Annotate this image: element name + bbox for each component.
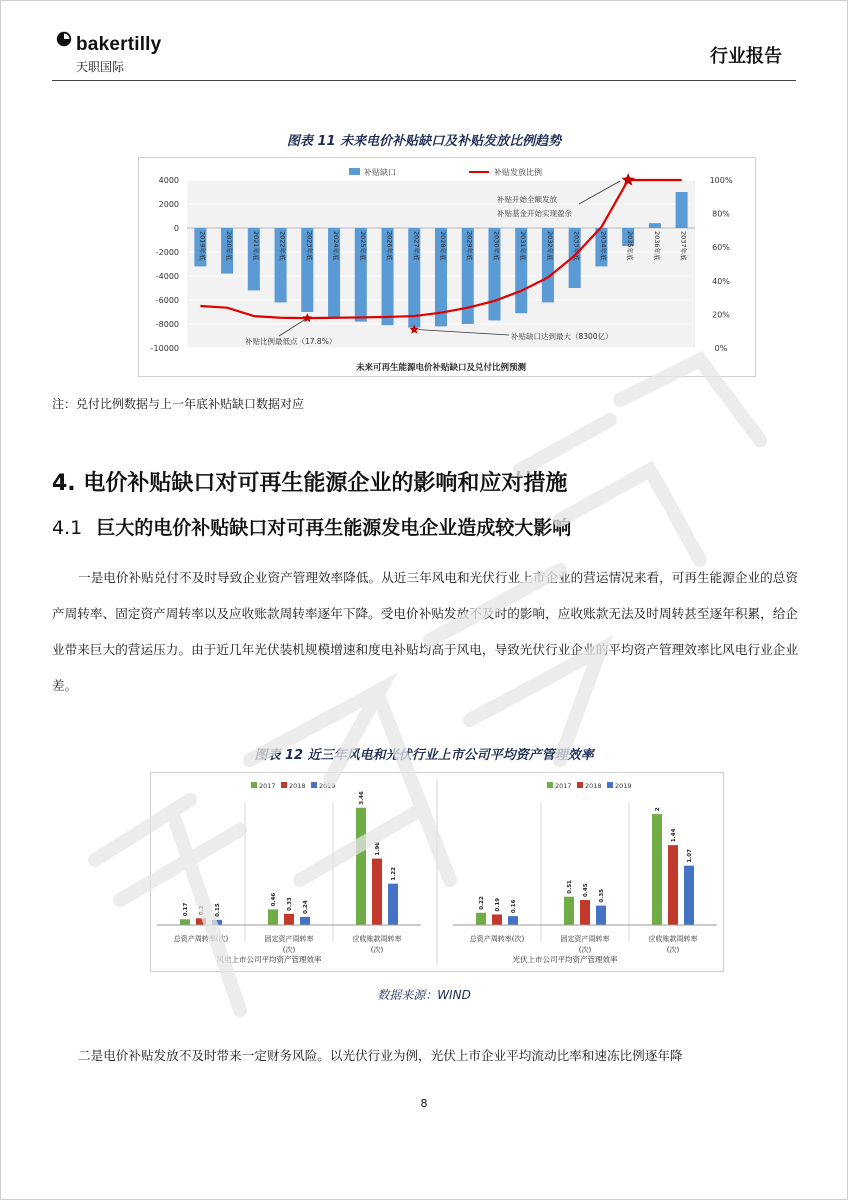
- figure-11-chart-frame: [138, 157, 756, 377]
- category-label: 2033年底: [572, 231, 581, 261]
- legend-label: 2019: [615, 782, 632, 790]
- bar-value-label: 0.35: [599, 889, 605, 903]
- efficiency-bar: [196, 918, 206, 925]
- left-tick-label: 4000: [158, 176, 179, 185]
- category-label-unit: (次): [370, 946, 384, 954]
- bar-value-label: 2: [655, 807, 661, 812]
- right-tick-label: 80%: [712, 209, 730, 219]
- legend-label: 2018: [289, 782, 306, 790]
- left-tick-label: 0: [173, 224, 179, 233]
- page-number: 8: [420, 1097, 428, 1110]
- left-tick-label: -10000: [150, 344, 179, 353]
- efficiency-bar: [284, 914, 294, 925]
- bar-value-label: 0.46: [271, 892, 277, 907]
- section-4-1-number: 4.1: [52, 517, 83, 539]
- category-label: 总资产周转率(次): [173, 935, 229, 943]
- left-tick-label: -2000: [155, 248, 179, 257]
- legend-swatch: [607, 782, 613, 788]
- efficiency-bar: [492, 914, 502, 925]
- efficiency-panel: [453, 782, 717, 964]
- efficiency-bar: [476, 913, 486, 925]
- section-4-1-title: 巨大的电价补贴缺口对可再生能源发电企业造成较大影响: [96, 517, 572, 539]
- left-tick-label: -6000: [155, 296, 179, 305]
- section-4-1-heading: [52, 513, 571, 540]
- bar-value-label: 0.22: [479, 896, 485, 910]
- bar-value-label: 1.22: [391, 867, 397, 881]
- annotation-surplus: 补贴基金开始实现盈余: [497, 209, 572, 218]
- annotation-max-gap: 补贴缺口达到最大（8300亿）: [511, 332, 613, 341]
- bar-value-label: 0.17: [183, 902, 189, 917]
- category-label: 2019年底: [198, 231, 207, 261]
- category-label: 2026年底: [385, 231, 394, 261]
- right-tick-label: 0%: [714, 344, 728, 353]
- category-label: 2027年底: [412, 231, 421, 261]
- right-tick-label: 20%: [712, 310, 730, 320]
- efficiency-bar: [564, 897, 574, 925]
- figure-12-title: 图表 12 近三年风电和光伏行业上市公司平均资产管理效率: [254, 748, 594, 763]
- bar-value-label: 1.07: [687, 849, 693, 863]
- right-tick-label: 60%: [712, 243, 730, 253]
- gap-bar: [676, 192, 688, 228]
- category-label: 2028年底: [439, 231, 447, 261]
- category-label-unit: (次): [578, 946, 592, 954]
- efficiency-bar: [388, 884, 398, 925]
- category-label: 2031年底: [519, 231, 528, 261]
- section-4-heading: 4. 电价补贴缺口对可再生能源企业的影响和应对措施: [52, 471, 568, 496]
- bar-value-label: 1.96: [375, 841, 381, 856]
- legend-bar-swatch: [349, 168, 360, 175]
- category-label: 2023年底: [305, 231, 314, 261]
- efficiency-bar: [596, 906, 606, 925]
- figure-11-chart: [139, 158, 755, 376]
- legend-swatch: [547, 782, 553, 788]
- legend-label: 2018: [585, 782, 602, 790]
- efficiency-bar: [508, 916, 518, 925]
- logo-wordmark: bakertilly: [76, 34, 162, 55]
- category-label: 2034年底: [599, 231, 608, 261]
- efficiency-bar: [180, 919, 190, 925]
- category-label-unit: (次): [282, 946, 296, 954]
- figure-11-note: 注：兑付比例数据与上一年底补贴缺口数据对应: [52, 397, 305, 411]
- paragraph-1: 一是电价补贴兑付不及时导致企业资产管理效率降低。从近三年风电和光伏行业上市企业的营运情况来看，可再生能源企业的总资产周转率、固定资产周转率以及应收账款周转率逐年下降。受电价补贴发放不及时的影响，应收账款无法及时周转甚至逐年积累，给企业带来巨大的营运压力。由于近几年光伏装机规模增速和度电补贴均高于风电，导致光伏行业企业的平均资产管理效率比风电行业企业差。: [52, 570, 798, 693]
- category-label: 应收账款周转率: [352, 935, 402, 943]
- panel-title: 风电上市公司平均资产管理效率: [216, 955, 322, 964]
- efficiency-bar: [300, 917, 310, 925]
- figure-11-title: 图表 11 未来电价补贴缺口及补贴发放比例趋势: [286, 134, 562, 149]
- efficiency-bar: [372, 859, 382, 925]
- bar-value-label: 0.24: [303, 900, 309, 914]
- bar-value-label: 1.44: [671, 828, 677, 843]
- left-tick-label: 2000: [158, 200, 179, 209]
- logo-mark-icon: [55, 30, 73, 48]
- right-tick-label: 100%: [709, 176, 733, 185]
- category-label: 应收账款周转率: [648, 935, 698, 943]
- category-label: 2036年底: [652, 231, 661, 261]
- category-label-unit: (次): [666, 946, 680, 954]
- legend-swatch: [251, 782, 257, 788]
- category-label: 2035年底: [626, 231, 635, 261]
- legend-label: 2017: [259, 782, 276, 790]
- category-label: 固定资产周转率: [264, 935, 314, 943]
- page-header: [52, 28, 796, 81]
- annotation-full-payout: 补贴开始全额发放: [497, 195, 557, 204]
- category-label: 2020年底: [225, 231, 234, 261]
- efficiency-bar: [212, 920, 222, 925]
- annotation-min-ratio: 补贴比例最低点（17.8%）: [245, 337, 337, 346]
- left-tick-label: -4000: [155, 272, 179, 281]
- category-label: 2025年底: [358, 231, 367, 261]
- legend-bar-label: 补贴缺口: [364, 168, 396, 177]
- category-label: 2030年底: [492, 231, 501, 261]
- category-label: 2032年底: [545, 231, 554, 261]
- category-label: 总资产周转率(次): [469, 935, 525, 943]
- legend-line-label: 补贴发放比例: [494, 168, 542, 177]
- legend-swatch: [577, 782, 583, 788]
- legend-swatch: [311, 782, 317, 788]
- category-label: 2021年底: [251, 231, 260, 261]
- bar-value-label: 0.51: [567, 880, 573, 894]
- legend-label: 2019: [319, 782, 336, 790]
- category-label: 2029年底: [465, 231, 474, 261]
- legend-label: 2017: [555, 782, 572, 790]
- efficiency-bar: [668, 845, 678, 925]
- right-tick-label: 40%: [712, 276, 730, 286]
- efficiency-bar: [580, 900, 590, 925]
- bar-value-label: 0.33: [287, 897, 293, 911]
- efficiency-panel: [157, 782, 421, 964]
- bar-value-label: 0.16: [511, 899, 517, 914]
- left-tick-label: -8000: [155, 320, 179, 329]
- bar-value-label: 3.46: [359, 791, 365, 805]
- figure-12-chart: [151, 773, 723, 971]
- gap-bar: [649, 223, 661, 228]
- efficiency-bar: [652, 814, 662, 925]
- figure-12-chart-frame: [150, 772, 724, 972]
- category-label: 固定资产周转率: [560, 935, 610, 943]
- efficiency-bar: [684, 866, 694, 925]
- bar-value-label: 0.19: [495, 897, 501, 912]
- bar-value-label: 0.45: [583, 883, 589, 898]
- logo-chinese-name: 天职国际: [76, 60, 125, 74]
- panel-title: 光伏上市公司平均资产管理效率: [512, 955, 618, 964]
- legend-swatch: [281, 782, 287, 788]
- report-type-label: 行业报告: [710, 46, 782, 67]
- bar-value-label: 0.2: [199, 905, 205, 916]
- efficiency-bar: [268, 909, 278, 925]
- efficiency-bar: [356, 808, 366, 925]
- paragraph-2: 二是电价补贴发放不及时带来一定财务风险。以光伏行业为例，光伏上市企业平均流动比率和速冻比例逐年降: [78, 1048, 683, 1063]
- bar-value-label: 0.15: [215, 903, 221, 917]
- chart-caption: 未来可再生能源电价补贴缺口及兑付比例预测: [355, 363, 527, 373]
- category-label: 2024年底: [332, 231, 341, 261]
- category-label: 2037年底: [679, 231, 688, 261]
- category-label: 2022年底: [278, 231, 287, 261]
- data-source: 数据来源：WIND: [377, 988, 471, 1002]
